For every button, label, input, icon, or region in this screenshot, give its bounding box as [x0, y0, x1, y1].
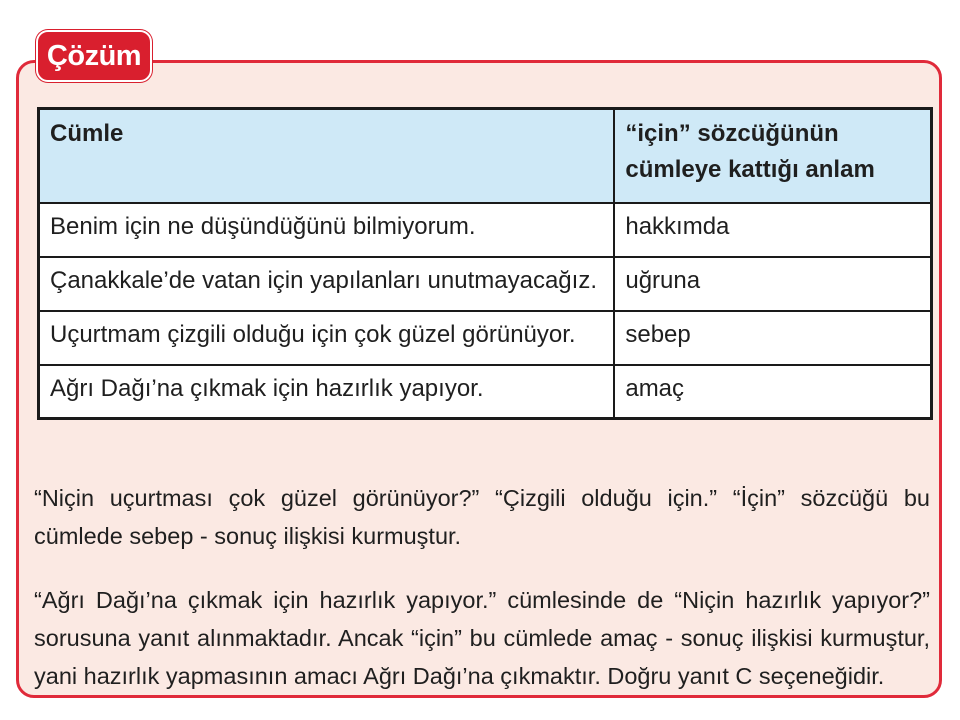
solution-badge: Çözüm	[36, 30, 152, 82]
table-row	[39, 257, 932, 311]
meaning-cell: hakkımda	[614, 203, 931, 257]
meaning-cell: amaç	[614, 365, 931, 419]
explanation-paragraph-1: “Niçin uçurtması çok güzel görünüyor?” “Çizgili olduğu için.” “İçin” sözcüğü bu cümlede sebep - sonuç ilişkisi kurmuştur.	[34, 484, 930, 549]
table-header-row	[39, 109, 932, 203]
header-sentence: Cümle	[39, 109, 615, 203]
meaning-cell: uğruna	[614, 257, 931, 311]
sentence-cell: Uçurtmam çizgili olduğu için çok güzel görünüyor.	[39, 311, 615, 365]
sentence-cell: Ağrı Dağı’na çıkmak için hazırlık yapıyor.	[39, 365, 615, 419]
sentence-cell: Benim için ne düşündüğünü bilmiyorum.	[39, 203, 615, 257]
table-row	[39, 203, 932, 257]
explanation-paragraph-2: “Ağrı Dağı’na çıkmak için hazırlık yapıyor.” cümlesinde de “Niçin hazırlık yapıyor?” sorusuna yanıt alınmaktadır. Ancak “için” bu cümlede amaç - sonuç ilişkisi kurmuştur, yani hazırlık yapmasının amacı Ağrı Dağı’na çıkmaktır. Doğru yanıt C seçeneğidir.	[34, 586, 930, 689]
header-meaning: “için” sözcüğünün cümleye kattığı anlam	[614, 109, 931, 203]
sentence-cell: Çanakkale’de vatan için yapılanları unutmayacağız.	[39, 257, 615, 311]
table-row	[39, 365, 932, 419]
meaning-cell: sebep	[614, 311, 931, 365]
meaning-table	[37, 107, 933, 420]
table-row	[39, 311, 932, 365]
